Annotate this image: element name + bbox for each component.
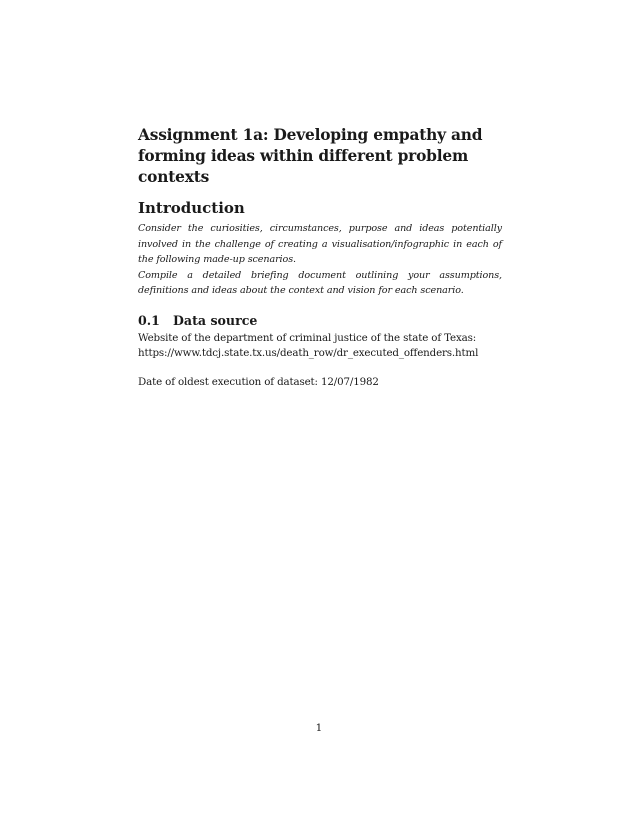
page-content — [138, 125, 502, 390]
data-source-body — [138, 331, 502, 390]
introduction-body — [138, 221, 502, 299]
data-source-section-number: 0.1 — [138, 312, 160, 328]
data-source-section-title: Data source — [173, 312, 258, 328]
page-number: 1 — [315, 722, 323, 734]
introduction-paragraph-1: Consider the curiosities, circumstances, purpose and ideas potentially involved in the challenge of creating a visualisation/infographic in each of the following made-up scenarios. — [138, 223, 502, 266]
document-title: Assignment 1a: Developing empathy and forming ideas within different problem contexts — [138, 126, 483, 186]
introduction-paragraph-2: Compile a detailed briefing document outlining your assumptions, definitions and ideas about the context and vision for each scenario. — [138, 269, 502, 297]
oldest-execution-date: Date of oldest execution of dataset: 12/07/1982 — [138, 375, 379, 388]
data-source-heading — [138, 313, 502, 329]
data-source-description: Website of the department of criminal justice of the state of Texas: — [138, 331, 477, 344]
data-source-url: https://www.tdcj.state.tx.us/death_row/dr_executed_offenders.html — [138, 347, 479, 360]
introduction-heading: Introduction — [138, 199, 245, 217]
